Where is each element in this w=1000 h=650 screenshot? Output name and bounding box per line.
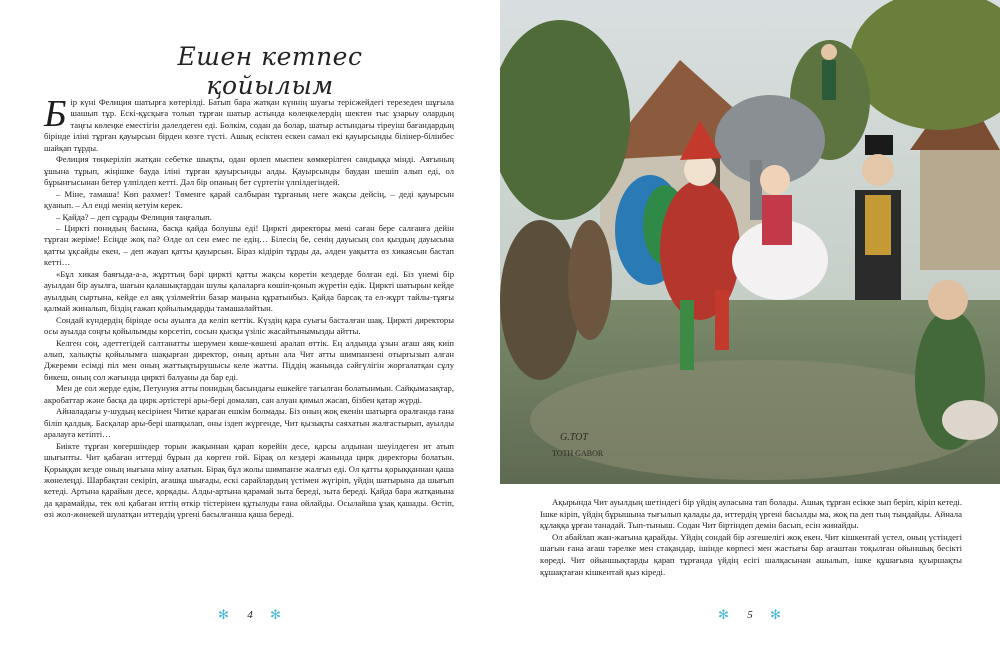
snowflake-icon: ✻	[270, 608, 281, 623]
snowflake-icon: ✻	[718, 608, 729, 623]
snowflake-icon: ✻	[770, 608, 781, 623]
left-body-text	[44, 93, 454, 521]
drop-cap: Б	[44, 93, 67, 135]
paragraph: Бір күні Фелиция шатырға көтерілді. Батып бара жатқан күннің шуағы терісжейдегі терезеден шұғыла шашып тұр. Ескі-құсқыға толып тұрған шатыр астында көлеңкелердің шектен тыс ұзарыу олардың таңғы көлеңке еместігін дәлелдеген еді. Бөлкім, содан да болар, шатыр астындағы тіреуіш бағандардың бірінде іліні тұрған қауырсын бірден көзге түсті. Ашық есіктен ескен самал екі қауырсынды білінер-білінбес шайқап тұрды.	[44, 93, 454, 153]
paragraph: Мен де сол жерде едім, Петунуия атты понидың басындағы ешкейге тағылған болатынмын. Сайқымазақтар, акробаттар және басқа да цирк әртістері ары-бері домалап, сан алуан қимыл жасап, бізбен қатар жүрді.	[44, 383, 454, 405]
right-page	[500, 0, 1000, 650]
artist-signature: TOTH GABOR	[552, 449, 604, 458]
paragraph: «Бұл хикая баяғыда-а-а, жұрттың бәрі циркті қатты жақсы көретін кездерде болған еді. Біз үнемі бір ауылдан бір ауылға, шағын қалашықтардан шулы қалаларға көшіп-қонып жүретін едік. Циркті шатырын кейде ауылдың сыртына, кейде ел аяқ үзілмейтін базар маңына құратынбыз. Қайда барсақ та ел-жұрт тайлы-тұяғы қалмай жиналып, біздің ғажап қойылымдарды тамашалайтын.	[44, 268, 454, 314]
paragraph: – Міне, тамаша! Көп рахмет! Төменге қарай салбыран тұрғаның неге жақсы дейсің, – деді қауырсын қуанып. – Ал енді менің кетуім керек.	[44, 188, 454, 211]
right-body-text	[540, 497, 962, 578]
paragraph: Фелиция төңкеріліп жатқан себетке шықты, одан өрлеп мыспен көмкерілген сандыққа мінді. Аяғының ұшына тұрып, жіңішке бауда іліні тұрған қауырсынды алды. Қауырсынды баудан шешіп алып еді, ол бұрынғысынан бетер үлпілдеп кетті. Дәл бір опаның бет сүртетін үлпілдегіндей.	[44, 154, 454, 188]
page-footer	[190, 608, 310, 624]
paragraph: Ол абайлап жан-жағына қарайды. Үйдің сондай бір әзгешелігі жоқ екен. Чит кішкентай үстел, оның үстіндегі шағын ғана ағаш тәрелке мен стақандар, ішінде көрпесі мен жастығы бар ағаштан тоқылған ойыншық бесікті көреді. Чит ойыншықтарды қарап тұрғанда үйдің есігі шалқасынан ашылып, ішке құшағына қуыршақты құшақтаған кішкентай қыз кіреді.	[540, 531, 962, 577]
paragraph: – Қайда? – деп сұрады Фелиция таңғалып.	[56, 211, 212, 222]
paragraph: Келген соң, әдеттегідей салтанатты шерумен көше-көшені аралап өттік. Ең алдында ұзын ағаш аяқ киіп алып, халықты қойылымға шақырған директор, оның артын ала Чит атты шимпанзені отырғызып алған Джереми есімді піл мен оның жаттықтырушысы келе жатты. Піддің жанында сәйгүлігін жорғалатқан сұлу бикеш, оның сол жағында циркті балуаны да бар еді.	[44, 337, 454, 382]
circus-parade-illustration	[500, 0, 1000, 484]
snowflake-icon: ✻	[218, 608, 229, 623]
page-number: 5	[747, 609, 753, 621]
paragraph: Сондай күндердің бірінде осы ауылға да келіп кеттік. Күздің қара суығы басталған шақ. Циркті директоры осы ауылда соңғы қойылымды көрсетіп, сосын қысқы үзіліс жасайтынымызды айтты.	[44, 314, 454, 337]
paragraph: Биікте тұрған көгершіндер торын жақыннан қарап көрейін десе, қарсы алдынан шеуілдеген ит атып шығыпты. Чит қабаған иттерді бұрын да көрген гой. Бірақ ол кездері жанында цирк директоры болатын. Қорыққан кезде оның иығына міну алатын. Бірақ бұл жолы шимпанзе жалғыз еді. Ол қатты қорыққаннан қаша жөнелеңді. Шарбақтан секіріп, ағашқа шығады, ескі сарайлардың үстімен жүгіріп, үйдің шатырына да шығып кетеді. Артына қарайын десе, қорқады. Алды-артына қарамай зыта береді, зыта береді. Қайда бара жатқанына да қарамайды, тек өлі қабаған иттің өткір тістерінен құтылуды ғана ойлайды. Осылайша ұзақ қашады. Өстіп, өзі жол-жөнекей шулатқан иттердің үргені басылғанша қаша береді.	[44, 440, 454, 520]
paragraph: Ақырында Чит ауылдың шетіндегі бір үйдің ауласына тап болады. Ашық тұрған есікке зып беріп, кіріп кетеді. Ішке кіріп, үйдің бұрышына тығылып қалады да, иттердің үргені басылды ма, жоқ па деп тың тыңдайды. Айнала құлаққа ұрған танадай. Тып-тыныш. Содан Чит біртіндеп демін басып, есін жинайды.	[540, 497, 962, 531]
paragraph: – Циркті понидың басына, басқа қайда болушы еді! Циркті директоры мені саған бере салғанға дейін тұрған жеріме! Есіңде жоқ па? Өлде ол сен емес пе едің… Білесің бе, сенің дауысың сол қыздың дауысына қатты ұқсайды екен, – деп жауап қатты қауырсын. Біраз кідіріп тұрды да, әлден уақытта өз хикаясын бастап кетті…	[44, 222, 454, 268]
page-footer	[690, 608, 810, 624]
page-number: 4	[247, 609, 253, 621]
paragraph: Айналадағы у-шудың кесірінен Читке қараған ешкім болмады. Біз оның жоқ екенін шатырға оралғанда ғана біліп қалдық. Басқалар ары-бері шапқылап, оны іздеп жүргенде, Чит қызықты саяхатын жалғастырып, ауылды аралауға кетіпті…	[44, 406, 454, 440]
chapter-title: Ешен кетпес қойылым	[177, 42, 363, 100]
artist-signature: G.TOT	[560, 432, 588, 443]
